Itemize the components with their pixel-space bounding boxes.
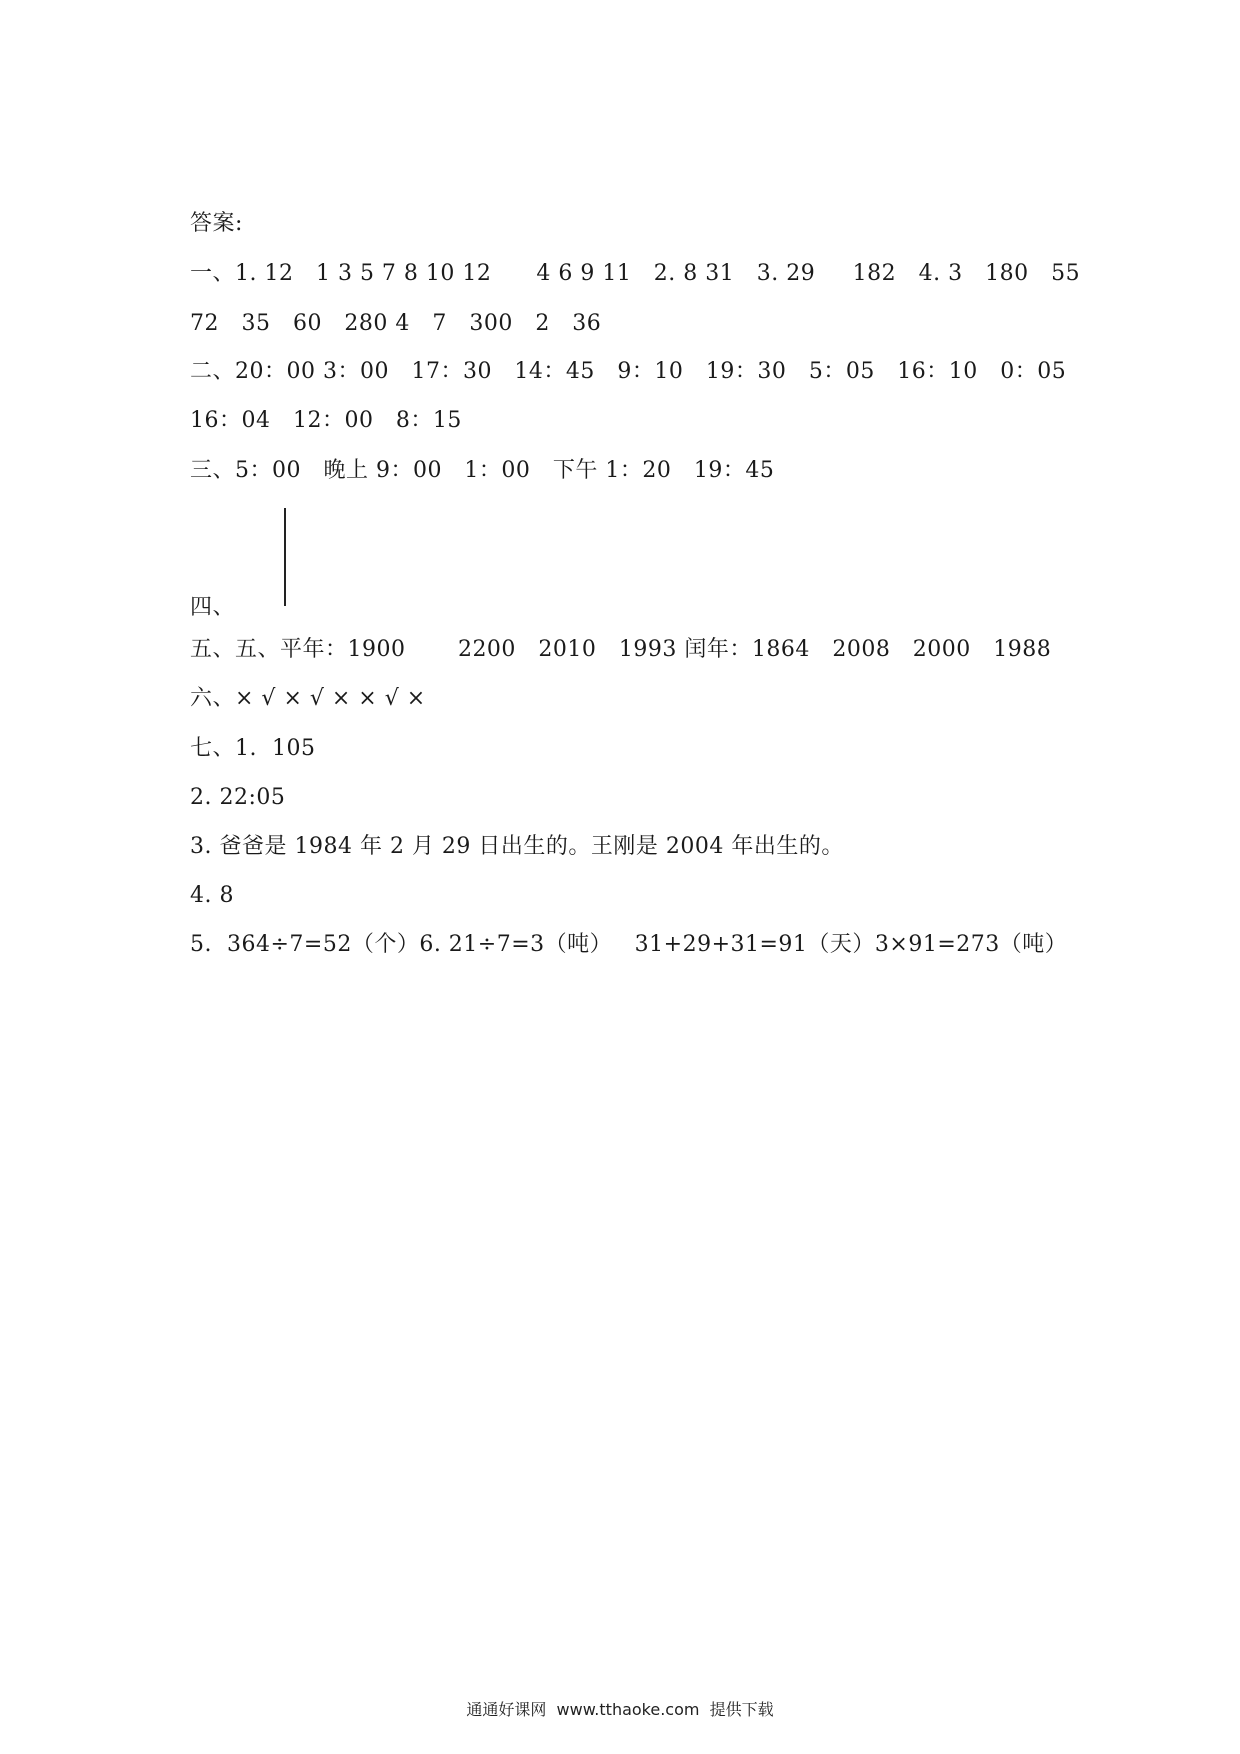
answer-line-section-7: 七、1. 105 bbox=[190, 736, 316, 761]
answer-line-section-2: 二、20：00 3：00 17：30 14：45 9：10 19：30 5：05 16：10 0：05 bbox=[190, 359, 1067, 384]
answer-line-section-6: 六、× √ × √ × × √ × bbox=[190, 686, 426, 711]
page-footer: 通通好课网 www.tthaoke.com 提供下载 bbox=[466, 1700, 774, 1719]
answer-line-section-2-cont: 16：04 12：00 8：15 bbox=[190, 408, 462, 433]
answer-line-section-5: 五、五、平年：1900 2200 2010 1993 闰年：1864 2008 2000 1988 bbox=[190, 637, 1052, 662]
answer-line-section-1: 一、1. 12 1 3 5 7 8 10 12 4 6 9 11 2. 8 31 3. 29 182 4. 3 180 55 bbox=[190, 261, 1081, 286]
answer-line-section-7-item-2: 2. 22:05 bbox=[190, 785, 286, 810]
answer-line-section-7-item-3: 3. 爸爸是 1984 年 2 月 29 日出生的。王刚是 2004 年出生的。 bbox=[190, 834, 844, 859]
answer-line-section-3: 三、5：00 晚上 9：00 1：00 下午 1：20 19：45 bbox=[190, 458, 775, 483]
answer-line-section-7-item-4: 4. 8 bbox=[190, 883, 234, 908]
answer-line-section-1-cont: 72 35 60 280 4 7 300 2 36 bbox=[190, 311, 602, 336]
answer-line-section-4: 四、 bbox=[190, 595, 236, 620]
answers-heading: 答案: bbox=[190, 211, 243, 236]
vertical-line-figure bbox=[284, 508, 286, 606]
answer-line-section-7-item-5: 5. 364÷7=52（个）6. 21÷7=3（吨） 31+29+31=91（天）3×91=273（吨） bbox=[190, 932, 1068, 957]
